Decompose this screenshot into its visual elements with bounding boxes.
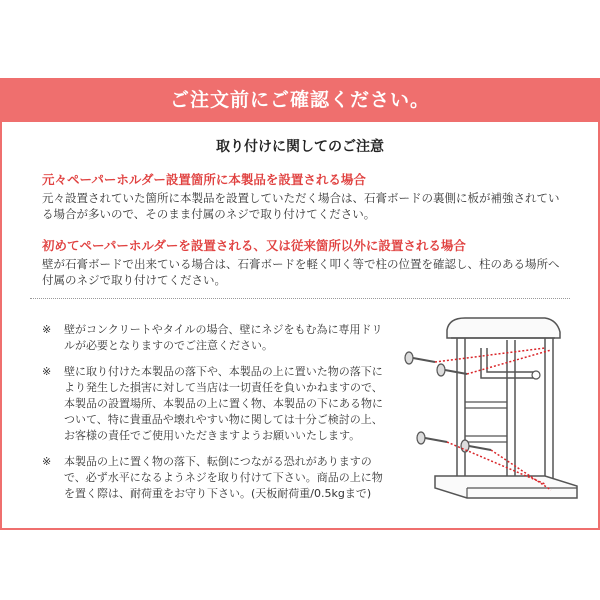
note-text: 壁に取り付けた本製品の落下や、本製品の上に置いた物の落下により発生した損害に対して当店は一切責任を負いかねますので、本製品の設置場所、本製品の上に置く物、本製品の下にある物について、特に貴重品や壊れやすい物に関しては十分ご検討の上、お客様の責任でご使用いただきますようお願いいたします。 [64,365,383,442]
shelf-top-illustration [447,318,560,338]
page-heading: 取り付けに関してのご注意 [216,139,384,155]
note-text: 本製品の上に置く物の落下、転倒につながる恐れがありますので、必ず水平になるようネジを取り付けて下さい。商品の上に物を置く際は、耐荷重をお守り下さい。(天板耐荷重/0.5kgまで) [64,455,383,500]
note-item [42,364,387,444]
note-mark: ※ [42,365,52,378]
screw-icon [417,432,447,444]
frame-border-bottom [0,528,600,530]
notice-banner [0,78,600,122]
note-item [42,454,387,502]
section-divider [30,298,570,299]
section-title-existing-location: 元々ペーパーホルダー設置箇所に本製品を設置される場合 [42,172,366,187]
section-body-existing-location: 元々設置されていた箇所に本製品を設置していただく場合は、石膏ボードの裏側に板が補強されている場合が多いので、そのまま付属のネジで取り付けてください。 [42,191,560,221]
screw-icon [437,364,467,376]
screw-icon [405,352,435,364]
guide-lines [435,348,551,490]
banner-title: ご注文前にご確認ください。 [169,89,430,111]
installation-diagram [395,308,580,518]
base-illustration [435,476,577,498]
notes-list [42,322,387,512]
frame-border-left [0,122,2,530]
stand-frame-illustration [457,338,553,498]
note-mark: ※ [42,455,52,468]
section-body-new-location: 壁が石膏ボードで出来ている場合は、石膏ボードを軽く叩く等で柱の位置を確認し、柱のある場所へ付属のネジで取り付けてください。 [42,257,560,287]
note-mark: ※ [42,323,52,336]
note-text: 壁がコンクリートやタイルの場合、壁にネジをもむ為に専用ドリルが必要となりますのでご注意ください。 [64,323,383,352]
section-title-new-location: 初めてペーパーホルダーを設置される、又は従来箇所以外に設置される場合 [42,238,466,253]
note-item [42,322,387,354]
